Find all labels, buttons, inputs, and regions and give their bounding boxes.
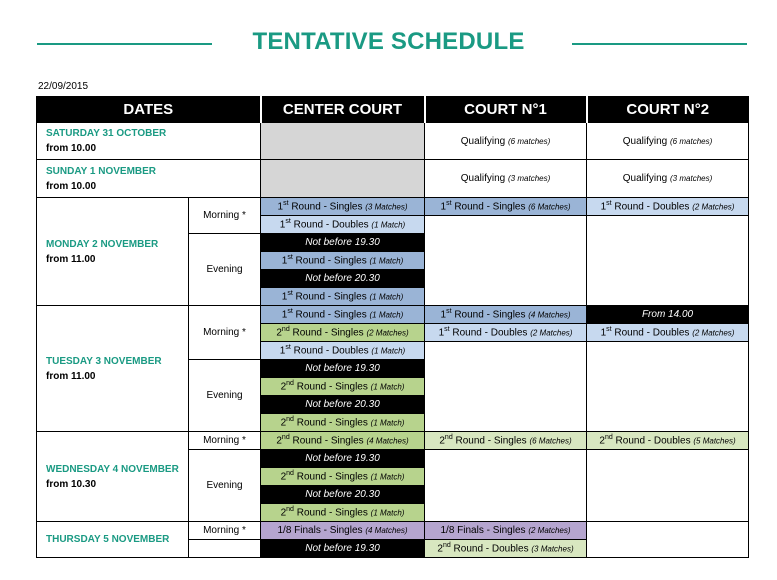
slot: Not before 20.30 (261, 486, 425, 504)
day-time: from 10.00 (46, 143, 97, 154)
slot: 1st Round - Singles (4 Matches) (425, 306, 587, 324)
session-label: Evening (189, 450, 261, 522)
slot: Not before 20.30 (261, 396, 425, 414)
slot: 1/8 Finals - Singles (2 Matches) (425, 522, 587, 540)
slot: Qualifying (3 matches) (587, 160, 749, 198)
slot: 2nd Round - Singles (2 Matches) (261, 324, 425, 342)
slot: Qualifying (6 matches) (587, 123, 749, 160)
slot: 2nd Round - Singles (4 Matches) (261, 432, 425, 450)
title-divider-right (572, 43, 747, 45)
day-name: MONDAY 2 NOVEMBER (46, 238, 159, 250)
slot: 1st Round - Doubles (2 Matches) (587, 198, 749, 216)
table-row (37, 522, 749, 540)
slot: 2nd Round - Singles (1 Match) (261, 414, 425, 432)
day-name: SATURDAY 31 OCTOBER (46, 128, 167, 139)
day-name: TUESDAY 3 NOVEMBER (46, 355, 162, 367)
slot: 1st Round - Singles (6 Matches) (425, 198, 587, 216)
slot: 1st Round - Doubles (2 Matches) (425, 324, 587, 342)
day-cell (37, 198, 189, 306)
header-row (37, 97, 749, 123)
table-row (37, 198, 749, 216)
empty-slot (425, 342, 587, 432)
empty-slot (587, 216, 749, 306)
day-time: from 10.00 (46, 180, 97, 192)
day-cell (37, 306, 189, 432)
day-cell (37, 432, 189, 522)
document-date: 22/09/2015 (38, 81, 89, 92)
slot: 2nd Round - Singles (1 Match) (261, 468, 425, 486)
table-row (37, 432, 749, 450)
session-label (189, 540, 261, 558)
slot: 1st Round - Singles (1 Match) (261, 288, 425, 306)
slot: 2nd Round - Singles (1 Match) (261, 378, 425, 396)
day-cell (37, 160, 261, 198)
day-time: from 10.30 (46, 478, 97, 490)
slot: 1st Round - Singles (1 Match) (261, 252, 425, 270)
slot: Not before 19.30 (261, 234, 425, 252)
title-bar (0, 28, 777, 60)
empty-slot (425, 216, 587, 306)
slot: Not before 20.30 (261, 270, 425, 288)
session-label: Morning * (189, 522, 261, 540)
session-label: Evening (189, 360, 261, 432)
slot: 1st Round - Singles (3 Matches) (261, 198, 425, 216)
day-time: from 11.00 (46, 370, 96, 382)
day-cell (37, 123, 261, 160)
slot: 1st Round - Doubles (2 Matches) (587, 324, 749, 342)
slot: 1st Round - Singles (1 Match) (261, 306, 425, 324)
day-time: from 11.00 (46, 253, 96, 265)
slot: Qualifying (6 matches) (425, 123, 587, 160)
session-label: Morning * (189, 306, 261, 360)
day-cell (37, 522, 189, 558)
session-label: Morning * (189, 432, 261, 450)
slot: 2nd Round - Singles (1 Match) (261, 504, 425, 522)
empty-slot (587, 450, 749, 522)
table-row (37, 306, 749, 324)
slot: Qualifying (3 matches) (425, 160, 587, 198)
slot: Not before 19.30 (261, 360, 425, 378)
header-court-1: COURT N°1 (425, 97, 587, 123)
table-row (37, 123, 749, 160)
slot: From 14.00 (587, 306, 749, 324)
slot: 1/8 Finals - Singles (4 Matches) (261, 522, 425, 540)
slot: 1st Round - Doubles (1 Match) (261, 342, 425, 360)
slot: Not before 19.30 (261, 450, 425, 468)
day-name: WEDNESDAY 4 NOVEMBER (46, 463, 179, 475)
slot: 2nd Round - Doubles (5 Matches) (587, 432, 749, 450)
empty-slot (587, 522, 749, 558)
schedule-table (36, 96, 749, 558)
empty-slot (261, 123, 425, 160)
day-name: SUNDAY 1 NOVEMBER (46, 165, 157, 177)
slot: 2nd Round - Singles (6 Matches) (425, 432, 587, 450)
empty-slot (261, 160, 425, 198)
session-label: Evening (189, 234, 261, 306)
header-court-2: COURT N°2 (587, 97, 749, 123)
slot: 1st Round - Doubles (1 Match) (261, 216, 425, 234)
table-row (37, 160, 749, 198)
header-center-court: CENTER COURT (261, 97, 425, 123)
slot: Not before 19.30 (261, 540, 425, 558)
session-label: Morning * (189, 198, 261, 234)
empty-slot (587, 342, 749, 432)
page-title: TENTATIVE SCHEDULE (252, 28, 525, 55)
empty-slot (425, 450, 587, 522)
day-name: THURSDAY 5 NOVEMBER (46, 534, 170, 545)
header-dates: DATES (37, 97, 261, 123)
slot: 2nd Round - Doubles (3 Matches) (425, 540, 587, 558)
